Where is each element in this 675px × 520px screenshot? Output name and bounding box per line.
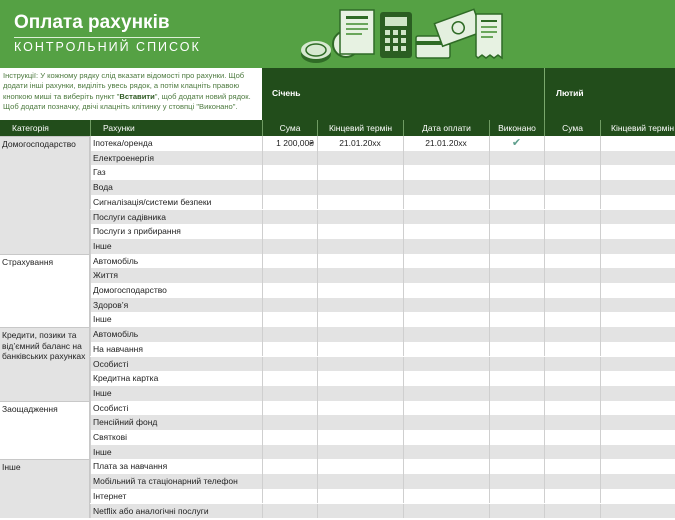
bill-name[interactable]: Інше xyxy=(93,314,112,325)
bill-name[interactable]: Netflix або аналогічні послуги xyxy=(93,505,209,516)
cell-border xyxy=(600,268,601,283)
cell-border xyxy=(403,165,404,180)
cell-border xyxy=(90,445,91,460)
cell-border xyxy=(317,489,318,504)
cell-border xyxy=(90,136,91,151)
cell-border xyxy=(262,239,263,254)
cell-border xyxy=(489,371,490,386)
cell-border xyxy=(544,180,545,195)
table-row[interactable] xyxy=(0,415,675,430)
table-row[interactable] xyxy=(0,504,675,519)
cell-border xyxy=(489,298,490,313)
cell-border xyxy=(90,180,91,195)
cell-border xyxy=(262,342,263,357)
cell-border xyxy=(544,357,545,372)
bill-name[interactable]: Інше xyxy=(93,240,112,251)
bill-name[interactable]: Святкові xyxy=(93,432,127,442)
cell-border xyxy=(600,342,601,357)
table-row[interactable] xyxy=(0,371,675,386)
table-row[interactable] xyxy=(0,195,675,210)
cell-border xyxy=(489,430,490,445)
cell-border xyxy=(317,504,318,519)
cell-border xyxy=(489,239,490,254)
cell-border xyxy=(262,283,263,298)
cell-border xyxy=(90,357,91,372)
checkmark-icon[interactable]: ✔ xyxy=(511,137,522,149)
cell-border xyxy=(600,283,601,298)
table-row[interactable] xyxy=(0,165,675,180)
bill-name[interactable]: Автомобіль xyxy=(93,329,139,340)
cell-border xyxy=(600,415,601,430)
cell-border xyxy=(90,210,91,225)
col-due[interactable]: Кінцевий термін xyxy=(317,120,403,136)
col-category[interactable]: Категорія xyxy=(12,123,49,133)
cell-border xyxy=(317,371,318,386)
cell-border xyxy=(262,504,263,519)
instructions-line: додати інші рахунки, виділіть увесь рядок, а потім клацніть правою xyxy=(3,81,240,91)
cell-border xyxy=(544,445,545,460)
cell-border xyxy=(544,459,545,474)
cell-border xyxy=(90,459,91,474)
cell-border xyxy=(403,357,404,372)
table-row[interactable] xyxy=(0,136,675,151)
table-row[interactable] xyxy=(0,210,675,225)
cell-border xyxy=(90,371,91,386)
cell-border xyxy=(544,474,545,489)
table-row[interactable] xyxy=(0,254,675,269)
bill-name[interactable]: Особисті xyxy=(93,402,129,413)
cell-border xyxy=(600,224,601,239)
cell-border xyxy=(489,504,490,519)
cell-border xyxy=(317,474,318,489)
cell-border xyxy=(317,327,318,342)
bill-name[interactable]: Особисті xyxy=(93,358,129,369)
cell-border xyxy=(489,180,490,195)
table-row[interactable] xyxy=(0,151,675,166)
cell-border xyxy=(489,210,490,225)
table-row[interactable] xyxy=(0,298,675,313)
cell-border xyxy=(600,195,601,210)
cell-border xyxy=(403,268,404,283)
instructions-line: Інструкції: У кожному рядку слід вказати відомості про рахунки. Щоб xyxy=(3,71,245,80)
cell-border xyxy=(403,180,404,195)
cell-border xyxy=(317,386,318,401)
cell-border xyxy=(600,298,601,313)
cell-border xyxy=(262,415,263,430)
instructions-line: Щоб додати позначку, двічі клацніть клітинку у стовпці "Виконано". xyxy=(3,101,238,111)
cell-border xyxy=(489,401,490,416)
bill-name[interactable]: На навчання xyxy=(93,343,143,354)
cell-border xyxy=(403,371,404,386)
cell-border xyxy=(317,210,318,225)
cell-border xyxy=(262,210,263,225)
cell-border xyxy=(403,415,404,430)
month-january[interactable]: Січень xyxy=(272,88,301,98)
cell-border xyxy=(403,254,404,269)
cell-border xyxy=(544,312,545,327)
bill-name[interactable]: Сигналізація/системи безпеки xyxy=(93,196,212,207)
table-row[interactable] xyxy=(0,239,675,254)
cell-border xyxy=(262,298,263,313)
cell-border xyxy=(600,386,601,401)
table-header xyxy=(0,120,675,136)
cell-border xyxy=(90,165,91,180)
cell-border xyxy=(403,430,404,445)
col-due-2[interactable]: Кінцевий термін xyxy=(600,120,675,136)
cell-border xyxy=(489,327,490,342)
page-title: Оплата рахунків xyxy=(14,12,170,33)
table-row[interactable] xyxy=(0,357,675,372)
cell-border xyxy=(489,283,490,298)
cell-border xyxy=(544,210,545,225)
instructions-insert-keyword: Вставити xyxy=(119,91,155,101)
cell-border xyxy=(403,327,404,342)
cell-border xyxy=(90,254,91,269)
cell-border xyxy=(403,401,404,416)
cell-border xyxy=(90,386,91,401)
paid-date-value[interactable]: 21.01.20xx xyxy=(425,138,467,148)
amount-value[interactable]: 1 200,00₴ xyxy=(276,138,314,148)
cell-border xyxy=(317,165,318,180)
cell-border xyxy=(544,136,545,151)
cell-border xyxy=(90,312,91,327)
cell-border xyxy=(317,401,318,416)
cell-border xyxy=(544,151,545,166)
cell-border xyxy=(90,430,91,445)
cell-border xyxy=(90,239,91,254)
cell-border xyxy=(403,151,404,166)
cell-border xyxy=(90,401,91,416)
cell-border xyxy=(403,283,404,298)
bill-name[interactable]: Послуги садівника xyxy=(93,211,166,222)
cell-border xyxy=(600,401,601,416)
cell-border xyxy=(489,268,490,283)
bill-name[interactable]: Інтернет xyxy=(93,490,127,501)
cell-border xyxy=(600,254,601,269)
cell-border xyxy=(600,180,601,195)
cell-border xyxy=(544,430,545,445)
cell-border xyxy=(262,224,263,239)
cell-border xyxy=(403,474,404,489)
cell-border xyxy=(600,151,601,166)
instructions-fragment: ", щоб додати новий рядок. xyxy=(154,91,251,101)
cell-border xyxy=(90,489,91,504)
cell-border xyxy=(90,415,91,430)
cell-border xyxy=(403,224,404,239)
table-row[interactable] xyxy=(0,489,675,504)
bill-name[interactable]: Життя xyxy=(93,270,118,281)
cell-border xyxy=(544,268,545,283)
cell-border xyxy=(317,224,318,239)
cell-border xyxy=(489,224,490,239)
page-subtitle: КОНТРОЛЬНИЙ СПИСОК xyxy=(14,40,201,54)
col-bills[interactable]: Рахунки xyxy=(90,120,262,136)
cell-border xyxy=(90,474,91,489)
table-row[interactable] xyxy=(0,283,675,298)
cell-border xyxy=(403,210,404,225)
cell-border xyxy=(317,312,318,327)
cell-border xyxy=(489,165,490,180)
cell-border xyxy=(317,195,318,210)
cell-border xyxy=(544,224,545,239)
cell-border xyxy=(544,254,545,269)
cell-border xyxy=(544,342,545,357)
table-row[interactable] xyxy=(0,474,675,489)
col-paid-date[interactable]: Дата оплати xyxy=(403,120,489,136)
cell-border xyxy=(489,254,490,269)
cell-border xyxy=(403,312,404,327)
col-done[interactable]: Виконано xyxy=(489,120,544,136)
cell-border xyxy=(403,459,404,474)
cell-border xyxy=(600,327,601,342)
table-row[interactable] xyxy=(0,386,675,401)
cell-border xyxy=(317,268,318,283)
cell-border xyxy=(317,180,318,195)
category-cell[interactable]: Страхування xyxy=(0,254,90,328)
cell-border xyxy=(262,474,263,489)
cell-border xyxy=(544,371,545,386)
cell-border xyxy=(317,298,318,313)
cell-border xyxy=(544,415,545,430)
cell-border xyxy=(317,283,318,298)
bill-name[interactable]: Автомобіль xyxy=(93,255,139,266)
category-cell[interactable]: Інше xyxy=(0,459,90,518)
cell-border xyxy=(489,357,490,372)
table-row[interactable] xyxy=(0,430,675,445)
cell-border xyxy=(489,489,490,504)
table-row[interactable] xyxy=(0,327,675,342)
cell-border xyxy=(262,459,263,474)
cell-border xyxy=(90,298,91,313)
cell-border xyxy=(317,342,318,357)
cell-border xyxy=(90,151,91,166)
cell-border xyxy=(489,415,490,430)
cell-border xyxy=(600,136,601,151)
cell-border xyxy=(262,445,263,460)
cell-border xyxy=(317,357,318,372)
month-band xyxy=(262,68,675,120)
cell-border xyxy=(90,283,91,298)
cell-border xyxy=(489,386,490,401)
cell-border xyxy=(403,342,404,357)
cell-border xyxy=(403,386,404,401)
cell-border xyxy=(403,445,404,460)
cell-border xyxy=(317,445,318,460)
bill-name[interactable]: Кредитна картка xyxy=(93,373,159,384)
bill-name[interactable]: Здоров’я xyxy=(93,299,129,310)
cell-border xyxy=(262,386,263,401)
cell-border xyxy=(262,371,263,386)
cell-border xyxy=(600,165,601,180)
cell-border xyxy=(489,445,490,460)
bill-name[interactable]: Газ xyxy=(93,167,106,178)
bill-name[interactable]: Домогосподарство xyxy=(93,285,167,295)
cell-border xyxy=(403,195,404,210)
cell-border xyxy=(489,474,490,489)
cell-border xyxy=(489,312,490,327)
cell-border xyxy=(600,210,601,225)
instructions-text xyxy=(0,68,261,120)
bill-name[interactable]: Вода xyxy=(93,182,113,193)
table-row[interactable] xyxy=(0,312,675,327)
cell-border xyxy=(544,298,545,313)
cell-border xyxy=(489,342,490,357)
due-date-value[interactable]: 21.01.20xx xyxy=(339,138,381,148)
cell-border xyxy=(262,254,263,269)
table-row[interactable] xyxy=(0,401,675,416)
category-cell[interactable]: Заощадження xyxy=(0,401,90,460)
bills-illustration-icon xyxy=(298,6,508,66)
cell-border xyxy=(90,224,91,239)
cell-border xyxy=(489,459,490,474)
cell-border xyxy=(262,151,263,166)
bill-name[interactable]: Плата за навчання xyxy=(93,461,168,472)
cell-border xyxy=(600,504,601,519)
cell-border xyxy=(262,268,263,283)
col-amount-2[interactable]: Сума xyxy=(544,120,600,136)
cell-border xyxy=(544,239,545,254)
cell-border xyxy=(262,430,263,445)
table-row[interactable] xyxy=(0,342,675,357)
cell-border xyxy=(262,489,263,504)
bill-name[interactable]: Пенсійний фонд xyxy=(93,417,158,428)
cell-border xyxy=(317,151,318,166)
cell-border xyxy=(600,445,601,460)
table-row[interactable] xyxy=(0,268,675,283)
cell-border xyxy=(600,474,601,489)
cell-border xyxy=(262,180,263,195)
table-row[interactable] xyxy=(0,224,675,239)
bill-name[interactable]: Мобільний та стаціонарний телефон xyxy=(93,476,238,487)
cell-border xyxy=(600,371,601,386)
cell-border xyxy=(600,430,601,445)
cell-border xyxy=(544,283,545,298)
title-divider xyxy=(14,37,200,38)
table-row[interactable] xyxy=(0,459,675,474)
cell-border xyxy=(489,151,490,166)
instructions-line xyxy=(3,92,258,102)
cell-border xyxy=(317,254,318,269)
cell-border xyxy=(600,357,601,372)
category-cell[interactable]: Кредити, позики та від’ємний баланс на банківських рахунках xyxy=(0,327,90,401)
cell-border xyxy=(600,312,601,327)
cell-border xyxy=(544,195,545,210)
cell-border xyxy=(317,459,318,474)
bill-name[interactable]: Інше xyxy=(93,387,112,398)
cell-border xyxy=(403,504,404,519)
cell-border xyxy=(262,165,263,180)
cell-border xyxy=(317,239,318,254)
cell-border xyxy=(262,312,263,327)
cell-border xyxy=(317,430,318,445)
cell-border xyxy=(317,415,318,430)
col-amount[interactable]: Сума xyxy=(262,120,317,136)
header-banner xyxy=(0,0,675,68)
cell-border xyxy=(544,504,545,519)
cell-border xyxy=(403,298,404,313)
cell-border xyxy=(90,504,91,519)
cell-border xyxy=(600,489,601,504)
cell-border xyxy=(544,401,545,416)
cell-border xyxy=(262,357,263,372)
cell-border xyxy=(90,195,91,210)
cell-border xyxy=(90,268,91,283)
cell-border xyxy=(262,195,263,210)
cell-border xyxy=(544,386,545,401)
bill-name[interactable]: Електроенергія xyxy=(93,152,154,163)
month-divider xyxy=(544,68,545,120)
table-row[interactable] xyxy=(0,180,675,195)
cell-border xyxy=(90,342,91,357)
instructions-fragment: кнопкою миші та виберіть пункт " xyxy=(3,91,120,101)
cell-border xyxy=(90,327,91,342)
table-row[interactable] xyxy=(0,445,675,460)
cell-border xyxy=(544,165,545,180)
month-february[interactable]: Лютий xyxy=(556,88,584,98)
category-cell[interactable]: Домогосподарство xyxy=(0,136,90,254)
cell-border xyxy=(600,239,601,254)
cell-border xyxy=(489,195,490,210)
cell-border xyxy=(262,401,263,416)
bill-name[interactable]: Послуги з прибирання xyxy=(93,226,181,237)
cell-border xyxy=(403,239,404,254)
bill-name[interactable]: Іпотека/оренда xyxy=(93,138,153,148)
cell-border xyxy=(600,459,601,474)
bill-name[interactable]: Інше xyxy=(93,446,112,457)
cell-border xyxy=(403,489,404,504)
cell-border xyxy=(544,489,545,504)
cell-border xyxy=(262,327,263,342)
cell-border xyxy=(544,327,545,342)
